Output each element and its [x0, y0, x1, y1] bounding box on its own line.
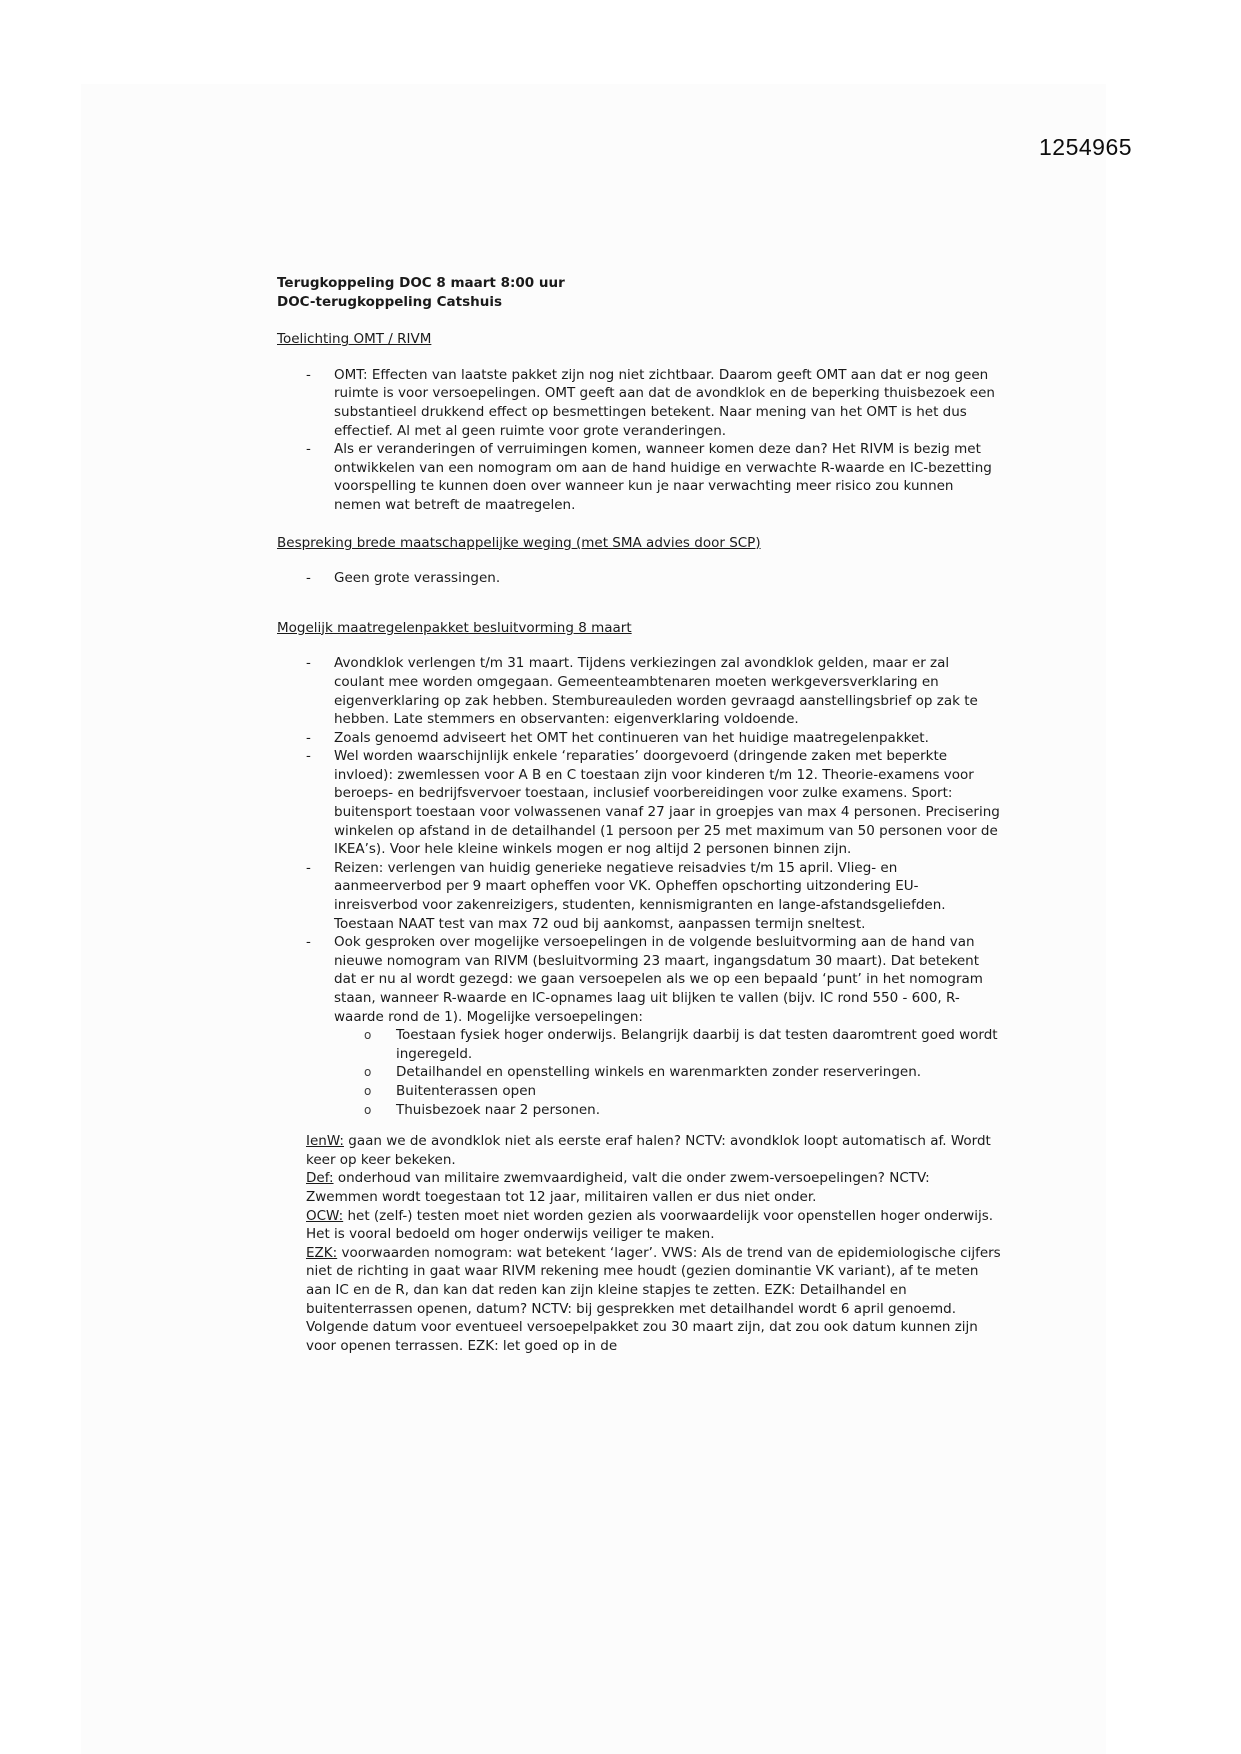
sub-bullet-text: Thuisbezoek naar 2 personen.: [396, 1101, 601, 1118]
paragraph-text: het (zelf-) testen moet niet worden gezien als voorwaardelijk voor openstellen hoger onderwijs. Het is vooral bedoeld om hoger onderwijs veiliger te maken.: [306, 1207, 994, 1243]
paragraph: [306, 1169, 1001, 1206]
sub-bullet-item: [277, 1026, 1001, 1063]
paragraph-label: Def:: [306, 1170, 334, 1187]
paragraph-text: onderhoud van militaire zwemvaardigheid, valt die onder zwem-versoepelingen? NCTV: Zwemmen wordt toegestaan tot 12 jaar, militairen vallen er dus niet onder.: [306, 1170, 930, 1205]
dash-bullet-marker: -: [306, 570, 311, 587]
bullet-item: [277, 654, 1001, 728]
bullet-item: [277, 859, 1001, 933]
dash-bullet-marker: -: [306, 729, 311, 746]
circle-bullet-marker: o: [364, 1065, 372, 1080]
bullet-text: Reizen: verlengen van huidig generieke negatieve reisadvies t/m 15 april. Vlieg- en aanmeerverbod per 9 maart opheffen voor VK. Opheffen opschorting uitzondering EU-inreisverbod voor zakenreizigers, studenten, kennismigranten en lange-afstandsgeliefden. Toestaan NAAT test van max 72 oud bij aankomst, aanpassen termijn sneltest.: [334, 859, 946, 932]
bullet-item: [277, 729, 1001, 748]
bullet-text: Als er veranderingen of verruimingen komen, wanneer komen deze dan? Het RIVM is bezig met ontwikkelen van een nomogram om aan de hand huidige en verwachte R-waarde en IC-bezetting voorspelling te kunnen doen over wanneer kun je naar verwachting meer risico zou kunnen nemen wat betreft de maatregelen.: [334, 441, 992, 513]
dash-bullet-marker: -: [306, 366, 311, 383]
circle-bullet-marker: o: [364, 1083, 372, 1098]
paragraph: [306, 1207, 1001, 1244]
sub-bullet-text: Toestaan fysiek hoger onderwijs. Belangrijk daarbij is dat testen daaromtrent goed wordt ingeregeld.: [396, 1027, 998, 1062]
title-block: [277, 274, 1001, 311]
document-number: 1254965: [1039, 134, 1133, 160]
section-1: [277, 330, 1001, 514]
circle-bullet-marker: o: [364, 1028, 372, 1043]
dash-bullet-marker: -: [306, 655, 311, 672]
paragraph: [306, 1132, 1001, 1169]
closing-paragraphs: [277, 1132, 1001, 1355]
bullet-item: [277, 366, 1001, 440]
dash-bullet-marker: -: [306, 748, 311, 765]
dash-bullet-marker: -: [306, 859, 311, 876]
bullet-item: [277, 569, 1001, 588]
section-2: [277, 534, 1001, 588]
bullet-text: Wel worden waarschijnlijk enkele ‘reparaties’ doorgevoerd (dringende zaken met beperkte invloed): zwemlessen voor A B en C toestaan zijn voor kinderen t/m 12. Theorie-examens voor beroeps- en bedrijfsvervoer toestaan, inclusief voorbereidingen voor zulke examens. Sport: buitensport toestaan voor volwassenen vanaf 27 jaar in groepjes van max 4 personen. Precisering winkelen op afstand in de detailhandel (1 persoon per 25 met maximum van 50 personen voor de IKEA’s). Voor hele kleine winkels mogen er nog altijd 2 personen binnen zijn.: [334, 748, 1000, 858]
bullet-text: Avondklok verlengen t/m 31 maart. Tijdens verkiezingen zal avondklok gelden, maar er zal coulant mee worden omgegaan. Gemeenteambtenaren moeten werkgeversverklaring en eigenverklaring op zak hebben. Stembureauleden worden gevraagd aanstellingsbrief op zak te hebben. Late stemmers en observanten: eigenverklaring voldoende.: [334, 655, 978, 728]
section-heading: Toelichting OMT / RIVM: [277, 331, 432, 348]
bullet-text: OMT: Effecten van laatste pakket zijn nog niet zichtbaar. Daarom geeft OMT aan dat er nog geen ruimte is voor versoepelingen. OMT geeft aan dat de avondklok en de beperking thuisbezoek een substantieel drukkend effect op besmettingen betekent. Naar mening van het OMT is het dus effectief. Al met al geen ruimte voor grote veranderingen.: [334, 366, 995, 439]
section-heading: Bespreking brede maatschappelijke weging (met SMA advies door SCP): [277, 534, 761, 551]
bullet-text: Geen grote verassingen.: [334, 570, 501, 587]
bullet-item: [277, 933, 1001, 1026]
sections: [277, 330, 1001, 1119]
circle-bullet-marker: o: [364, 1102, 372, 1117]
bullet-item: [277, 747, 1001, 859]
document-title: Terugkoppeling DOC 8 maart 8:00 uur: [277, 275, 565, 291]
paragraph: [306, 1244, 1001, 1356]
section-3: [277, 619, 1001, 1119]
bullet-list: [277, 654, 1001, 1119]
bullet-list: [277, 366, 1001, 515]
sub-bullet-item: [277, 1063, 1001, 1082]
dash-bullet-marker: -: [306, 441, 311, 458]
paragraph-label: IenW:: [306, 1133, 344, 1150]
document-content: [277, 274, 1001, 1355]
section-heading: Mogelijk maatregelenpakket besluitvorming 8 maart: [277, 619, 632, 636]
paragraph-text: voorwaarden nomogram: wat betekent ‘lager’. VWS: Als de trend van de epidemiologische cijfers niet de richting in gaat waar RIVM rekening mee houdt (gezien dominantie VK variant), af te meten aan IC en de R, dan kan dat reden kan zijn kleine stapjes te zetten. EZK: Detailhandel en buitenterrassen openen, datum? NCTV: bij gesprekken met detailhandel wordt 6 april genoemd. Volgende datum voor eventueel versoepelpakket zou 30 maart zijn, dat zou ook datum kunnen zijn voor openen terrassen. EZK: let goed op in de: [306, 1244, 1001, 1354]
sub-bullet-text: Detailhandel en openstelling winkels en warenmarkten zonder reserveringen.: [396, 1064, 922, 1081]
paragraph-label: OCW:: [306, 1207, 344, 1224]
document-subtitle: DOC-terugkoppeling Catshuis: [277, 293, 503, 310]
sub-bullet-item: [277, 1101, 1001, 1120]
dash-bullet-marker: -: [306, 934, 311, 951]
bullet-item: [277, 440, 1001, 514]
document-page: [81, 84, 1133, 1754]
bullet-text: Zoals genoemd adviseert het OMT het continueren van het huidige maatregelenpakket.: [334, 729, 929, 746]
paragraph-text: gaan we de avondklok niet als eerste eraf halen? NCTV: avondklok loopt automatisch af. Wordt keer op keer bekeken.: [306, 1133, 991, 1168]
bullet-text: Ook gesproken over mogelijke versoepelingen in de volgende besluitvorming aan de hand van nieuwe nomogram van RIVM (besluitvorming 23 maart, ingangsdatum 30 maart). Dat betekent dat er nu al wordt gezegd: we gaan versoepelen als we op een bepaald ‘punt’ in het nomogram staan, wanneer R-waarde en IC-opnames laag uit blijken te vallen (bijv. IC rond 550 - 600, R-waarde rond de 1). Mogelijke versoepelingen:: [334, 934, 983, 1025]
paragraph-label: EZK:: [306, 1244, 338, 1261]
sub-bullet-text: Buitenterassen open: [396, 1082, 537, 1099]
bullet-list: [277, 569, 1001, 588]
sub-bullet-item: [277, 1082, 1001, 1101]
